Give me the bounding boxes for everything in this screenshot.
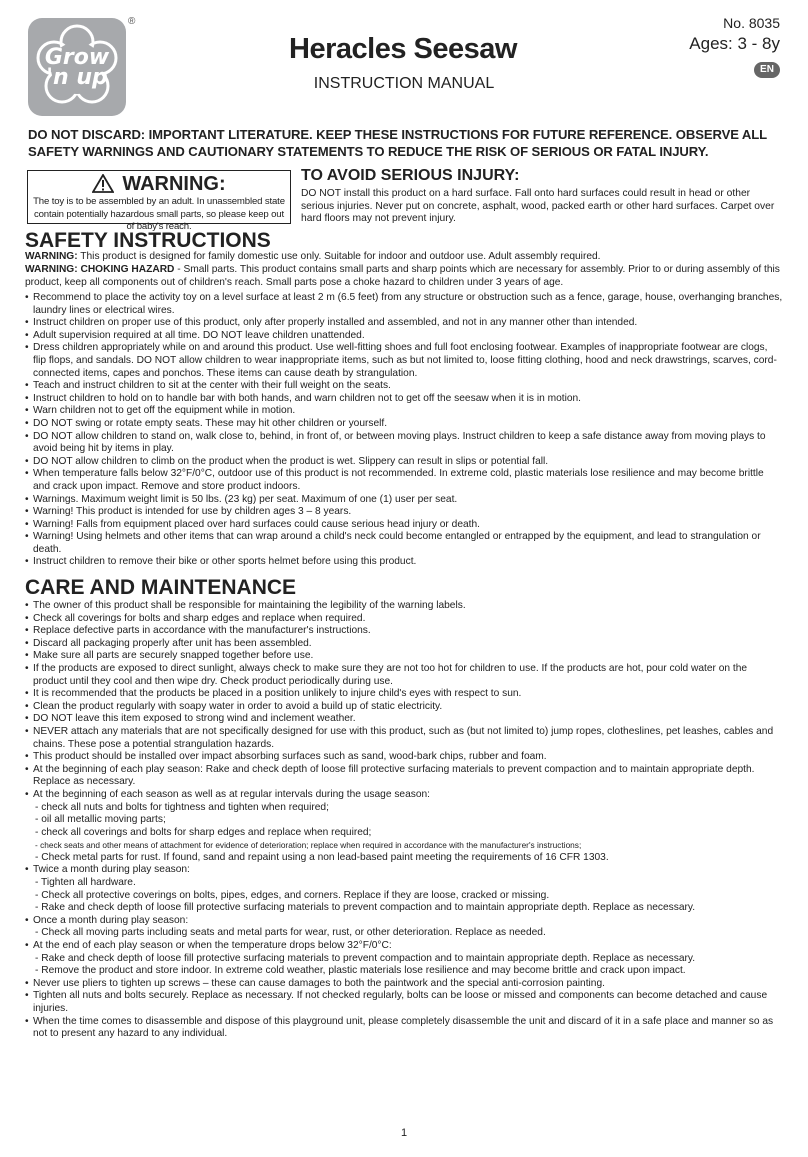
- warning-text: The toy is to be assembled by an adult. In unassembled state contain potentially hazardous small parts, so please keep out of baby's reach.: [33, 196, 285, 232]
- avoid-injury-title: TO AVOID SERIOUS INJURY:: [301, 167, 520, 184]
- safety-list-item: • Warn children not to get off the equipment while in motion.: [25, 405, 783, 418]
- manual-subtitle: INSTRUCTION MANUAL: [313, 75, 495, 92]
- care-list-item: • Discard all packaging properly after unit has been assembled.: [25, 638, 783, 651]
- warning-label: WARNING:: [25, 251, 78, 262]
- care-list-item: • Once a month during play season:: [25, 915, 783, 928]
- safety-warning-choking: [25, 264, 780, 289]
- safety-list-item: • Instruct children on proper use of this product, only after properly installed and assembled, and not in any manner other than intended.: [25, 317, 783, 330]
- care-sub-item: - check seats and other means of attachment for evidence of deterioration; replace when required in accordance with the manufacturer's instructions;: [35, 840, 582, 851]
- care-sub-item: - oil all metallic moving parts;: [35, 814, 166, 826]
- care-list-item: • It is recommended that the products be placed in a position unlikely to injure child's eyes with respect to sun.: [25, 688, 783, 701]
- safety-list-item: • Instruct children to hold on to handle bar with both hands, and warn children not to get off the seesaw when it is in motion.: [25, 393, 783, 406]
- safety-list-item: • Adult supervision required at all time. DO NOT leave children unattended.: [25, 330, 783, 343]
- care-sub-item: - Check all protective coverings on bolts, pipes, edges, and corners. Replace if they are loose, cracked or missing.: [35, 889, 550, 901]
- care-list: [25, 600, 783, 1041]
- warning-title-text: WARNING:: [122, 173, 226, 195]
- care-sub-item: - Remove the product and store indoor. In extreme cold weather, plastic materials lose resilience and may become brittle and crack upon impact.: [35, 965, 686, 977]
- safety-list-item: • Warning! Falls from equipment placed over hard surfaces could cause serious head injury or death.: [25, 519, 783, 532]
- care-list-item: • Make sure all parts are securely snapped together before use.: [25, 650, 783, 663]
- safety-list-item: • Instruct children to remove their bike or other sports helmet before using this product.: [25, 556, 783, 569]
- care-list-item: • If the products are exposed to direct sunlight, always check to make sure they are not too hot for children to use. If the products are hot, pour cold water on the product until they cool and then wipe dry. Check product periodically during use.: [25, 663, 783, 688]
- safety-list-item: • Warning! This product is intended for use by children ages 3 – 8 years.: [25, 506, 783, 519]
- choking-label: WARNING: CHOKING HAZARD: [25, 264, 175, 275]
- title-text: Heracles Seesaw: [289, 33, 517, 65]
- care-list-item: • At the beginning of each season as well as at regular intervals during the usage season:: [25, 789, 783, 802]
- care-sub-item: - Check all moving parts including seats and metal parts for wear, rust, or other deterioration. Replace as needed.: [35, 927, 546, 939]
- care-heading: CARE AND MAINTENANCE: [25, 576, 297, 599]
- safety-warning-general: [25, 251, 780, 264]
- logo-text-nup: 'n up: [46, 65, 108, 90]
- care-list-item: • The owner of this product shall be responsible for maintaining the legibility of the warning labels.: [25, 600, 783, 613]
- safety-list-item: • Dress children appropriately while on and around this product. Use well-fitting shoes and full foot enclosing footwear. Examples of inappropriate footwear are clogs, flip flops, and sandals. DO NOT allow children to wear inappropriate items, such as but not limited to, loose fitting clothing, hood and neck drawstrings, scarves, cord-connected items, capes and ponchos. These items can cause death by strangulation.: [25, 342, 783, 380]
- page-number: 1: [400, 1127, 408, 1139]
- safety-list-item: • Teach and instruct children to sit at the center with their full weight on the seats.: [25, 380, 783, 393]
- care-sub-item: - Check metal parts for rust. If found, sand and repaint using a non lead-based paint meeting the requirements of 16 CFR 1303.: [35, 851, 609, 863]
- safety-list-item: • DO NOT swing or rotate empty seats. These may hit other children or yourself.: [25, 418, 783, 431]
- safety-heading: SAFETY INSTRUCTIONS: [25, 229, 271, 252]
- safety-list-item: • DO NOT allow children to climb on the product when the product is wet. Slippery can result in slips or potential fall.: [25, 456, 783, 469]
- care-list-item: • Clean the product regularly with soapy water in order to avoid a build up of static electricity.: [25, 701, 783, 714]
- discard-notice: DO NOT DISCARD: IMPORTANT LITERATURE. KEEP THESE INSTRUCTIONS FOR FUTURE REFERENCE. OBSERVE ALL SAFETY WARNINGS AND CAUTIONARY STATEMENTS TO REDUCE THE RISK OF SERIOUS OR FATAL INJURY.: [28, 127, 767, 159]
- care-list-item: • Replace defective parts in accordance with the manufacturer's instructions.: [25, 625, 783, 638]
- care-sub-item: - Rake and check depth of loose fill protective surfacing materials to prevent compaction and to maintain appropriate depth. Replace as necessary.: [35, 902, 696, 914]
- care-sub-item: - check all nuts and bolts for tightness and tighten when required;: [35, 801, 329, 813]
- care-sub-item: - check all coverings and bolts for sharp edges and replace when required;: [35, 826, 372, 838]
- safety-list-item: • When temperature falls below 32°F/0°C, outdoor use of this product is not recommended. In extreme cold, plastic materials lose resilience and may become brittle and crack upon impact. Remove and store product indoors.: [25, 468, 783, 493]
- warning-box: [27, 170, 291, 232]
- care-sub-item: - Tighten all hardware.: [35, 877, 136, 889]
- safety-list: [25, 292, 783, 569]
- safety-list-item: • Warning! Using helmets and other items that can wrap around a child's neck could become entangled or entrapped by the equipment, and lead to strangulation or death.: [25, 531, 783, 556]
- care-list-item: • NEVER attach any materials that are not specifically designed for use with this product, such as (but not limited to) jump ropes, clotheslines, pet leashes, cables and chains. These pose a potential strangulation hazards.: [25, 726, 783, 751]
- care-list-item: • At the end of each play season or when the temperature drops below 32°F/0°C:: [25, 940, 783, 953]
- choking-text: - Small parts. This product contains small parts and sharp points which are necessary for assembly. Prior to or during assembly of this product, keep all components out of children's reach. Small parts pose a choke hazard to children under 3 years of age.: [25, 264, 780, 288]
- language-badge: EN: [754, 62, 780, 78]
- care-sub-item: - Rake and check depth of loose fill protective surfacing materials to prevent compaction and to maintain appropriate depth. Replace as necessary.: [35, 952, 696, 964]
- safety-list-item: • Warnings. Maximum weight limit is 50 lbs. (23 kg) per seat. Maximum of one (1) user per seat.: [25, 494, 783, 507]
- safety-list-item: • Recommend to place the activity toy on a level surface at least 2 m (6.5 feet) from any structure or obstruction such as a fence, garage, house, overhanging branches, laundry lines or electrical wires.: [25, 292, 783, 317]
- warning-general-text: This product is designed for family domestic use only. Suitable for indoor and outdoor use. Adult assembly required.: [77, 251, 601, 262]
- logo-text-grow: Grow: [44, 45, 110, 70]
- care-list-item: • DO NOT leave this item exposed to strong wind and inclement weather.: [25, 713, 783, 726]
- avoid-injury-text: DO NOT install this product on a hard surface. Fall onto hard surfaces could result in head or other serious injuries. Never put on concrete, asphalt, wood, packed earth or other hard surfaces. Carpet over hard floors may not prevent injury.: [301, 188, 775, 224]
- care-list-item: • When the time comes to disassemble and dispose of this playground unit, please completely disassemble the unit and discard of it in a safe place and manner so as not to present any hazard to any individual.: [25, 1016, 783, 1041]
- registered-mark: ®: [128, 16, 136, 27]
- safety-list-item: • DO NOT allow children to stand on, walk close to, behind, in front of, or between moving plays. Instruct children to keep a safe distance away from moving plays to avoid being hit by items in play.: [25, 431, 783, 456]
- care-list-item: • Never use pliers to tighten up screws – these can cause damages to both the paintwork and the special anti-corrosion painting.: [25, 978, 783, 991]
- age-range: Ages: 3 - 8y: [689, 34, 780, 53]
- care-list-item: • Tighten all nuts and bolts securely. Replace as necessary. If not checked regularly, bolts can be loose or missed and components can become detached and cause injuries.: [25, 990, 783, 1015]
- care-list-item: • Check all coverings for bolts and sharp edges and replace when required.: [25, 613, 783, 626]
- care-list-item: • At the beginning of each play season: Rake and check depth of loose fill protective surfacing materials to prevent compaction and to maintain appropriate depth. Replace as necessary.: [25, 764, 783, 789]
- care-list-item: • This product should be installed over impact absorbing surfaces such as sand, wood-bark chips, rubber and foam.: [25, 751, 783, 764]
- model-number: No. 8035: [723, 15, 780, 31]
- care-list-item: • Twice a month during play season:: [25, 864, 783, 877]
